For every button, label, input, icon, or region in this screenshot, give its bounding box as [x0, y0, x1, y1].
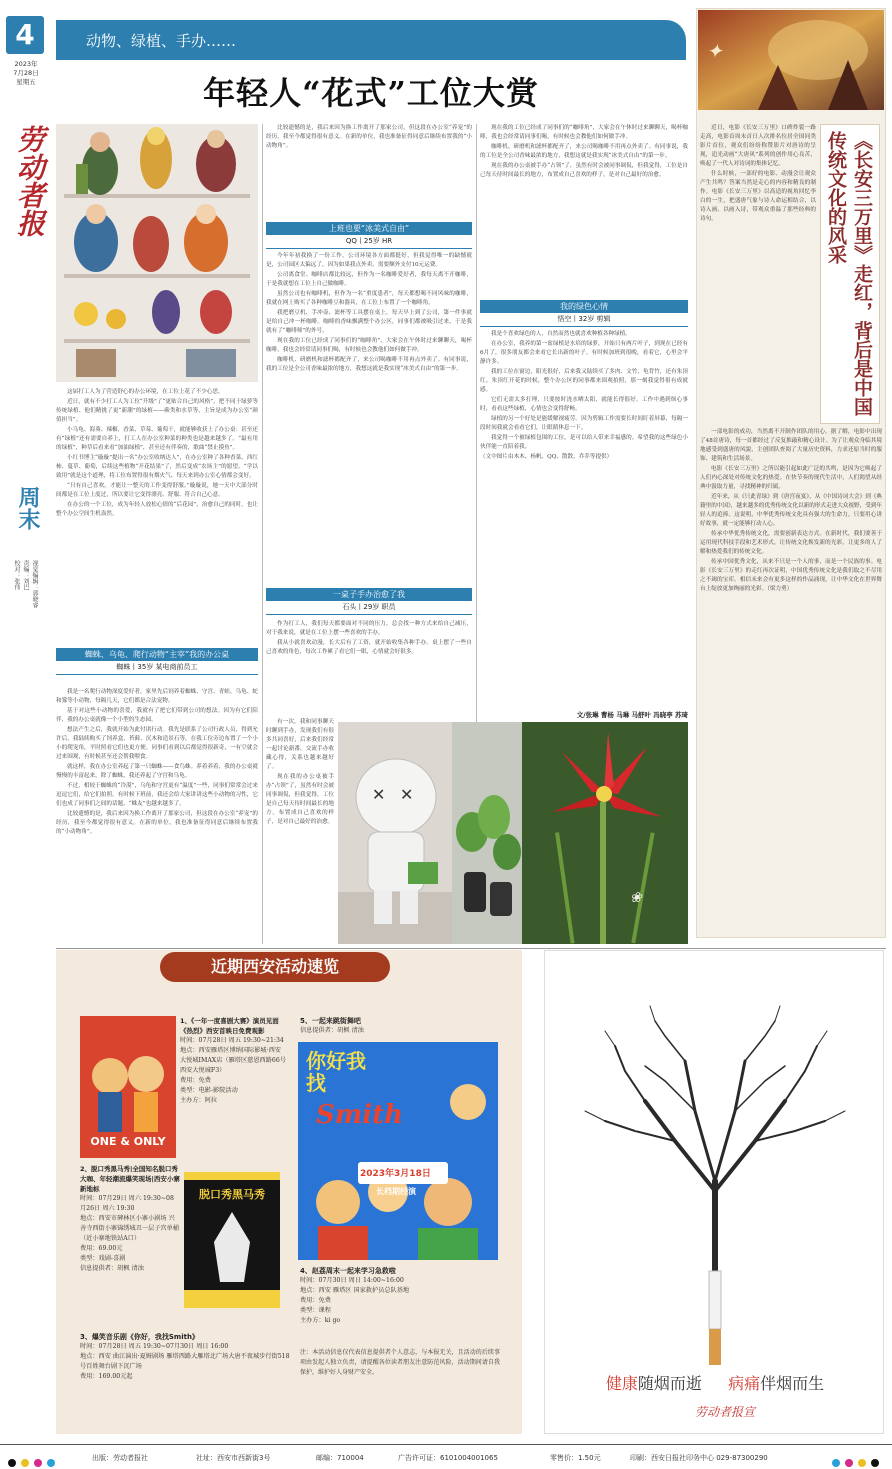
section-green — [480, 300, 688, 327]
svg-text:✦: ✦ — [706, 39, 723, 63]
page-number: 4 — [15, 18, 35, 51]
page-number-badge — [6, 16, 44, 54]
section-figurine-byline: 石头丨29岁 职员 — [266, 601, 472, 615]
changan-movie-illustration — [698, 10, 884, 110]
color-dots-left — [8, 1452, 68, 1462]
kicker-bar — [56, 20, 686, 60]
movie-poster-title: ONE & ONLY — [90, 1135, 166, 1148]
psa-signature: 劳动者报宣 — [694, 1405, 755, 1419]
footer-license: 广告许可证：6101004001065 — [398, 1454, 498, 1462]
psa-left-word: 健康 — [605, 1374, 638, 1393]
changan-movie-still — [698, 10, 884, 110]
standup-poster — [184, 1172, 280, 1308]
color-dots-right — [832, 1452, 888, 1462]
editor-credits: 视觉编辑：郭晓睿 责编：刘巴 校对：张伟 — [13, 560, 38, 608]
musical-poster — [298, 1042, 498, 1260]
psa-left-rest: 随烟而逝 — [637, 1374, 702, 1393]
svg-text:✕: ✕ — [372, 785, 386, 804]
psa-right-rest: 伴烟而生 — [760, 1374, 825, 1393]
psa-slogan — [545, 1371, 885, 1394]
psa-panel — [544, 950, 884, 1434]
event-2[interactable]: 2、脱口秀黑马秀|全国知名脱口秀大咖、年轻潮流爆笑现场|西安小寨新地标 时间：07月29日 周六 19:30~08月26日 周六 19:30 地点：西安市碑林区小寨小剧场 兴善寺西街小寨锦绣城丑一层子宫单桶（近小寨地铁站A口） 费用：69.00元 类型：戏剧-喜剧 信息提供者：胡枫 清浊 — [80, 1165, 180, 1272]
column3-top-text: 现在我的工位已经成了同事们的“咖啡角”，大家会在午休时过来聊聊天，喝杯咖啡，我也会经常请同事们喝，有时候也会教他们如何做手冲。 咖啡机、研磨机和滤杯都配齐了，来公司喝咖啡不用再点外卖了。有同事说，我的工位是全公司香味最浓的地方，我想这就是我实现“冰美式自由”的第一步。 现在我的办公桌被手办“占领”了，虽然有时会被同事调侃，但我觉得，工位是自己每天待时间最长的地方，布置成自己喜欢的样子，是对自己最好的治愈。 — [480, 125, 688, 178]
section-figurine-body: 作为打工人，我们每天都要面对不同的压力，总会找一种方式来给自己减压，对于我来说，就是在工位上摆一些喜欢的手办。 我从小就喜欢动漫，长大后有了工资，就开始收集各种手办。桌上摆了一些自己喜欢的角色，每次工作累了看它们一眼，心情就会好很多。 — [266, 621, 472, 655]
event-4[interactable]: 4、赵荔周末一起来学习急救啦 时间：07月30日 周日 14:00~16:00 地点：西安 雁塔区 国家救护员总队基地 费用：免费 类型：课程 主办方：ki go — [300, 1267, 410, 1324]
section-spider-body: 我是一名爬行动物深度爱好者，家里先后饲养着蜘蛛、守宫、青蛙、乌龟、蛇和獴等小动物，每隔几天，它们都是合法宠物。 基于对这些小动物的喜爱，我就有了把它们带到公司的想法。因为有它们陪伴，我的办公桌就像一个小型的生态园。 想法产生之后，我就开始为此付诸行动。我先是联系了公司行政人员，得到允许后，我陆续购买了饲养盒、苔藓、沉木和造景石等，在我工位旁边布置了一个小小的爬宠角，平时照看它们也更方便。同事们看到以后都觉得很新奇，一有空就会过来围观，有时候甚至还会帮我喂食。 就这样，我在办公室养起了第一只蜘蛛——食鸟蛛。养着养着，我的办公桌就慢慢的丰富起来，除了蜘蛛，我还养起了守宫和乌龟。 不过，相较于蜘蛛的“冷漠”，乌龟和守宫更有“温度”一些，同事们常常会过来逗逗它们，给它们拍照。有时候下班前，我还会给大家讲讲这些小动物的习性，它们也成了同事们之间的话题，“蛛友”也越来越多了。 比较遗憾的是，我后来因为换工作离开了那家公司，但这段在办公室“养宠”的经历，我至今都觉得很有意义。在新的单位，我也准备征得同意后继续布置我的“小动物角”。 — [56, 689, 258, 835]
movie-poster — [80, 1016, 176, 1158]
issue-date — [6, 60, 46, 87]
side-headline: 《长安三万里》走红，背后是中国传统文化的风采 — [820, 124, 880, 424]
standup-poster-title: 脱口秀黑马秀 — [199, 1188, 265, 1201]
date-day: 7月28日 — [13, 69, 39, 77]
section-green-byline: 悟空丨32岁 剪辑 — [480, 313, 688, 327]
kaws-toy-photo — [338, 722, 452, 944]
event-1[interactable]: 1、《一年一度喜剧大赛》演员见面《热烈》西安首映日免费观影 时间：07月28日 周五 19:30~21:34 地点：西安雁塔区博纳国际影城·西安大悦城IMAX店（雁塔区慈恩西路66号西安大悦城F3） 费用：免费 类型：电影-影院活动 主办方：阿拉 — [180, 1017, 286, 1104]
section-figurine-body-narrow: 有一次，我和同事聊天时聊到手办，发现我们有很多共同喜好，后来我们经常一起讨论新番，交流手办收藏心得，关系也越来越好了。 现在我的办公桌被手办“占领”了，虽然有时会被同事调侃，但我觉得，工位是自己每天待时间最长的地方，布置成自己喜欢的样子，是对自己最好的治愈。 — [266, 719, 334, 825]
date-weekday: 星期五 — [16, 78, 36, 86]
psa-right-word: 病痛 — [728, 1374, 761, 1393]
tree-cigarette-illustration — [545, 951, 885, 1435]
potted-plants-photo — [452, 722, 522, 944]
event-5[interactable]: 5、一起来跳街舞吧 信息提供者：胡枫 清浊 — [300, 1017, 364, 1034]
side-body-column: 一部电影的成功，当然离不开制作团队的用心。据了解，电影中出现了48首唐诗，每一首都经过了反复推敲和精心设计。为了让观众身临其境地感受到盛唐的风貌，主创团队查阅了大量历史资料，力求还原当时的服饰、建筑和生活场景。 电影《长安三万里》之所以能引起如此广泛的共鸣，是因为它唤起了人们内心深处对传统文化的热爱。在快节奏的现代生活中，人们渴望从经典中汲取力量，寻找精神的归属。 近年来，从《只此青绿》到《唐宫夜宴》，从《中国诗词大会》到《典籍里的中国》，越来越多的优秀传统文化以新的形式走进大众视野，受到年轻人的追捧。这说明，中华优秀传统文化具有强大的生命力，只要用心讲好故事，就一定能够打动人心。 传承中华优秀传统文化，需要创新表达方式。在新时代，我们要善于运用现代科技手段和艺术形式，让传统文化焕发新的光彩，让更多的人了解和热爱我们的传统文化。 传承中国优秀文化，从来不只是一个人的事，而是一个民族的事。电影《长安三万里》的走红再次证明，中国优秀传统文化是我们取之不尽用之不竭的宝库。相信未来会有更多这样的作品涌现，让中华文化在世界舞台上绽放更加绚丽的光彩。（梁力勇） — [700, 429, 882, 592]
section-coffee-body: 今年年初我换了一份工作，公司环境各方面都挺好，但我觉得唯一的缺憾就是，公司园区太偏远了，因为如果我点外卖，需要额外支付10元运费。 公司离食堂、咖啡店都比较远，但作为一名咖啡爱好者，我每天离不开咖啡，于是我就想在工位上自己做咖啡。 虽然公司也有咖啡机，但作为一名“重度患者”，每天都想喝不同风味的咖啡，我就在网上购买了各种咖啡豆和器具，在工位上布置了一个咖啡角。 我把磨豆机、手冲壶、滤杯等工具摆在桌上，每天早上到了公司，第一件事就是给自己冲一杯咖啡。咖啡的香味飘满整个办公区，同事们都被吸引过来，于是我就有了“咖啡师”的外号。 现在我的工位已经成了同事们的“咖啡角”，大家会在午休时过来聊聊天，喝杯咖啡，我也会经常请同事们喝，有时候也会教他们如何做手冲。 咖啡机、研磨机和滤杯都配齐了，来公司喝咖啡不用再点外卖了。有同事说，我的工位是全公司香味最浓的地方，我想这就是我实现“冰美式自由”的第一步。 — [266, 253, 472, 372]
svg-text:✕: ✕ — [400, 785, 414, 804]
amaryllis-photo — [522, 722, 688, 944]
section-coffee-title: 上班也要“冰美式自由” — [266, 222, 472, 235]
footer-publisher: 出版：劳动者报社 — [92, 1454, 148, 1462]
section-green-body: 我是个喜欢绿色的人，自然而然也就喜欢种植各种绿植。 在办公室，我养的第一盆绿植是水培的绿萝，开始只有两片叶子，到现在已经有6月了，很多朋友都会来看它长出新的叶子。有时候加班到很晚，看着它，心里会平静许多。 我的工位在窗边，阳光很好，后来我又陆续买了多肉、文竹、龟背竹，还有朱顶红。朱顶红开花的时候，整个办公区的同事都来围观拍照，那一刻我觉得很有成就感。 它们无需太多打理，只要按时浇水晒太阳，就能长得很好。工作中遇到烦心事时，看看这些绿植，心情也会变得舒畅。 绿植的另一个好处是能缓解视疲劳。因为剪辑工作需要长时间盯着屏幕，每隔一段时间我就会看看它们，让眼睛休息一下。 我觉得一个被绿植包围的工位，是可以给人带来幸福感的。希望我的这些绿色小伙伴能一直陪着我。 （文中图片由木木、杨帆、QQ、散散、乔乔等提供） — [480, 331, 688, 460]
headline-banner — [56, 14, 686, 120]
date-year: 2023年 — [14, 60, 38, 68]
section-label: 周末 — [15, 486, 41, 530]
reporters-credit: 文/张琳 曹杨 马琳 马舒叶 冯晓亭 苏琦 — [576, 711, 688, 719]
svg-text:❀: ❀ — [630, 890, 642, 906]
footer-postcode: 邮编：710004 — [316, 1454, 364, 1462]
potted-plants-illustration — [452, 722, 522, 944]
side-lead-column: 近日，电影《长安三万里》口碑炸裂一路走高，电影首周末首日人次排名位居全国同类影片首位，观众们纷纷称赞影片对唐诗的呈现，追光动画“大唐风”系列的创作用心良苦，唤起了一代人对诗词的集体记忆。 什么时候，一部好的电影、动漫会让观众产生共鸣？答案当然是走心的内容和精良的制作。电影《长安三万里》以高适的视角回忆李白的一生，把盛唐气象与诗人命运相结合，以诗入画、以画入诗，带观众重温了那些经典的诗句。 — [700, 125, 816, 222]
footer-printer: 印刷：西安日报社印务中心 029-87300290 — [630, 1454, 768, 1462]
musical-poster-cn: 你好我找 — [306, 1049, 366, 1095]
section-green-title: 我的绿色心情 — [480, 300, 688, 313]
section-spider — [56, 648, 258, 675]
section-coffee-byline: QQ丨25岁 HR — [266, 235, 472, 249]
musical-poster-sub: 长档期经演 — [376, 1187, 416, 1196]
amaryllis-illustration — [522, 722, 688, 944]
section-coffee — [266, 222, 472, 249]
events-heading: 近期西安活动速览 — [210, 957, 339, 976]
musical-poster-en: Smith — [316, 1100, 404, 1130]
section-spider-title: 蜘蛛、乌龟、爬行动物“主宰”我的办公桌 — [56, 648, 258, 661]
musical-poster-date: 2023年3月18日 — [360, 1169, 431, 1179]
section-spider-byline: 蜘蛛丨35岁 某电商前员工 — [56, 661, 258, 675]
masthead-logo: 劳动者报 — [13, 125, 46, 237]
footer-address: 社址：西安市西新街3号 — [196, 1454, 271, 1462]
kicker: 动物、绿植、手办…… — [86, 32, 237, 50]
section-figurine — [266, 588, 472, 615]
kaws-toy-illustration — [338, 722, 452, 944]
events-note: 注：本活动信息仅代表信息提供者个人意志，与本报无关，且活动的后续事项由发起人独立负责，请提醒各位读者朋友注意防范风险，活动期间请自我保护，维护好人身财产安全。 — [300, 1349, 500, 1376]
event-3[interactable]: 3、爆笑音乐剧《你好，我找Smith》 时间：07月28日 周五 19:30~07月30日 周日 16:00 地点：西安 曲江演出·夏姆剧场 雁塔西路大雁塔北广场大唐不夜城步行街518号百姓舞台剧下沉广场 费用：169.00元起 — [80, 1333, 290, 1380]
headline: 年轻人“花式”工位大赏 — [203, 74, 539, 112]
column2-top-text: 比较遗憾的是，我后来因为换工作离开了那家公司，但这段在办公室“养宠”的经历，我至今都觉得很有意义。在新的单位，我也准备征得同意后继续布置我的“小动物角”。 — [266, 125, 472, 149]
main-intro-column: 这届打工人为了营造舒心的办公环境，在工位上花了不少心思。 近日，就有不少打工人为工位“升级”了“更贴合自己的风格”，把不同于绿萝等传统绿植、他们精挑了更“新潮”的绿植——蕨类和水草等，主旨是成为办公室“颜值担当”。 小乌龟、海葵、辣椒、香菜、草莓、葡萄干，就能够收获上了办公桌：甚至还有“绿植”还有需要自养上，打工人在办公室种菜的种类也是越来越多了。“最有用的绿植”，种草后看来看“加油绿植”，甚至还有伴奏的，歌曲“禁止摸鱼”。 小红书博主“璇璇”提出一名“办公室收纳达人”，在办公室种了各种香菜、西红柿、蔓草、葡萄，后续这些植物“开花结果”了，然后变成“农场主”的愿望。“学以致用”就是这个道理，将工位布置得很有烟火气、每天来到办公室心情都会变好。 “只有自己喜欢，才能让一整天的工作变得舒服。”璇璇说，她一天中大部分时间都是在工位上度过，所以要让它变得漂亮、舒服、符合自己心意。 在办公的一个工位，成为年轻人放松心情的“后花园”，治愈自己的同时，也让整个办公空间生机盎然。 — [56, 389, 258, 517]
figurine-shelf-illustration — [56, 124, 258, 382]
events-heading-badge — [160, 952, 390, 982]
footer-price: 零售价：1.50元 — [550, 1454, 601, 1462]
figurine-shelf-photo — [56, 124, 258, 382]
section-figurine-title: 一桌子手办治愈了我 — [266, 588, 472, 601]
